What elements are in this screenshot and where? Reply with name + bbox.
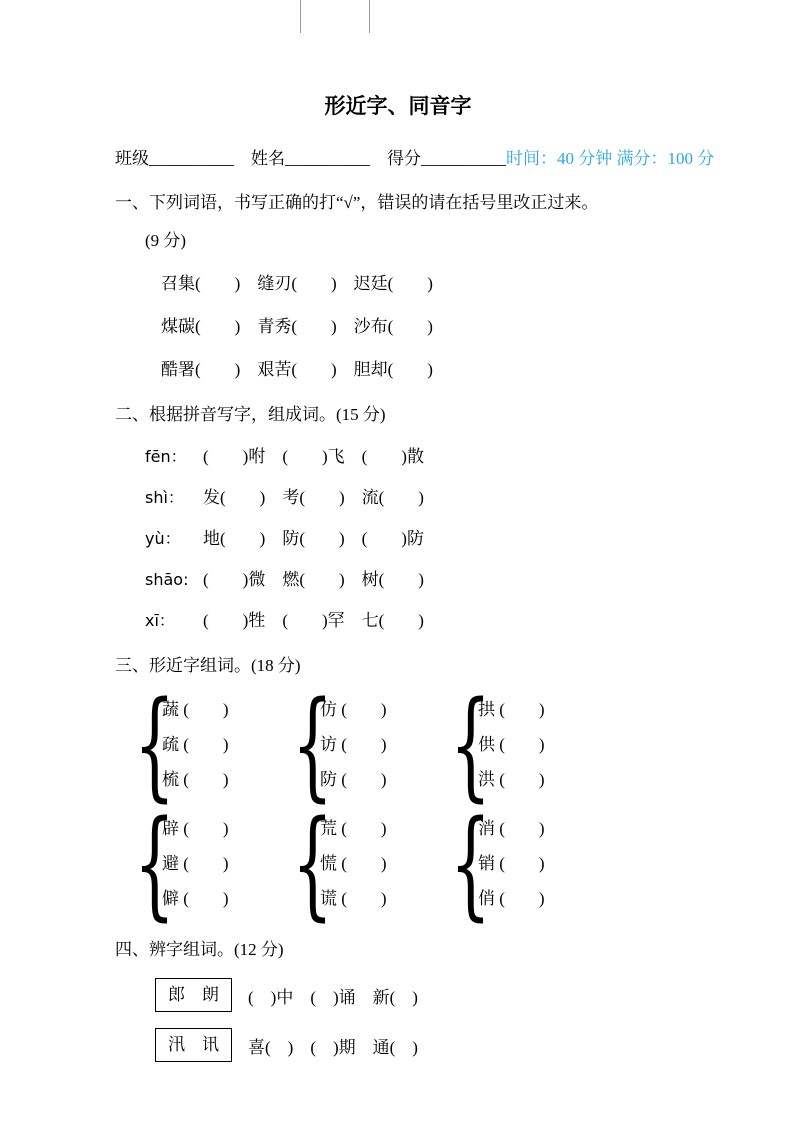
char-blank: 仿 ( ): [320, 700, 387, 719]
char-group: [291, 675, 463, 813]
pinyin-label: shì：: [145, 488, 184, 507]
pinyin-row: [145, 528, 681, 550]
char-blank: 梳 ( ): [162, 770, 229, 789]
exam-meta: 时间：40 分钟 满分：100 分: [506, 149, 715, 168]
brace-glyph: {: [291, 794, 334, 932]
brace-glyph: {: [449, 794, 492, 932]
page-title: 形近字、同音字: [324, 95, 472, 118]
pinyin-row: [145, 446, 681, 468]
distinguish-row: [155, 978, 681, 1012]
char-blank: 洪 ( ): [478, 770, 545, 789]
char-blank: 疏 ( ): [162, 735, 229, 754]
character-box: 郎 朗: [155, 978, 232, 1012]
pinyin-label: yù：: [145, 529, 181, 548]
word-row: 召集( ) 缝刃( ) 迟廷( ): [161, 274, 433, 293]
char-blank: 谎 ( ): [320, 889, 387, 908]
header-line: [115, 144, 715, 169]
distinguish-row: [155, 1028, 681, 1062]
pinyin-items: 发( ) 考( ) 流( ): [203, 488, 424, 507]
char-blank: 消 ( ): [478, 819, 545, 838]
char-group: [449, 675, 623, 813]
char-blank: 辟 ( ): [162, 819, 229, 838]
pinyin-label: fēn：: [145, 447, 187, 466]
student-info-fields: 班级__________ 姓名__________ 得分__________: [115, 149, 506, 168]
blank-phrases: ( )中 ( )诵 新( ): [248, 987, 418, 1007]
char-blank: 蔬 ( ): [162, 700, 229, 719]
char-group: [291, 794, 463, 932]
brace-glyph: {: [133, 675, 176, 813]
brace-glyph: {: [291, 675, 334, 813]
section-3: [115, 654, 681, 932]
pinyin-row: [145, 610, 681, 632]
char-group: [133, 794, 305, 932]
section-3-heading: 三、形近字组词。(18 分): [115, 656, 301, 675]
char-group-grid: [133, 675, 681, 932]
char-blank: 防 ( ): [320, 770, 387, 789]
pinyin-items: 地( ) 防( ) ( )防: [203, 529, 424, 548]
char-blank: 供 ( ): [478, 735, 545, 754]
char-blank: 避 ( ): [162, 854, 229, 873]
char-group: [449, 794, 623, 932]
scan-artifact-line: [369, 0, 370, 33]
char-blank: 僻 ( ): [162, 889, 229, 908]
char-blank: 销 ( ): [478, 854, 545, 873]
section-1-score: (9 分): [145, 231, 187, 250]
section-4: [115, 938, 681, 1062]
pinyin-label: shāo:: [145, 570, 189, 589]
char-blank: 荒 ( ): [320, 819, 387, 838]
char-blank: 俏 ( ): [478, 889, 545, 908]
section-1: [115, 191, 681, 381]
blank-phrases: 喜( ) ( )期 通( ): [248, 1037, 418, 1057]
pinyin-items: ( )微 燃( ) 树( ): [203, 570, 424, 589]
character-box: 汛 讯: [155, 1028, 232, 1062]
pinyin-row: [145, 569, 681, 591]
char-group: [133, 675, 305, 813]
char-blank: 慌 ( ): [320, 854, 387, 873]
pinyin-label: xī：: [145, 611, 175, 630]
section-2-heading: 二、根据拼音写字，组成词。(15 分): [115, 405, 386, 424]
char-blank: 访 ( ): [320, 735, 387, 754]
word-row: 煤碳( ) 青秀( ) 沙布( ): [161, 317, 433, 336]
brace-glyph: {: [133, 794, 176, 932]
pinyin-items: ( )咐 ( )飞 ( )散: [203, 447, 424, 466]
word-row: 酷署( ) 艰苦( ) 胆却( ): [161, 360, 433, 379]
char-blank: 拱 ( ): [478, 700, 545, 719]
section-1-heading: 一、下列词语，书写正确的打“√”，错误的请在括号里改正过来。: [115, 193, 599, 212]
section-4-heading: 四、辨字组词。(12 分): [115, 940, 284, 959]
brace-glyph: {: [449, 675, 492, 813]
scan-artifact-line: [300, 0, 301, 33]
pinyin-row: [145, 487, 681, 509]
pinyin-items: ( )牲 ( )罕 七( ): [203, 611, 424, 630]
section-2: [115, 403, 681, 632]
